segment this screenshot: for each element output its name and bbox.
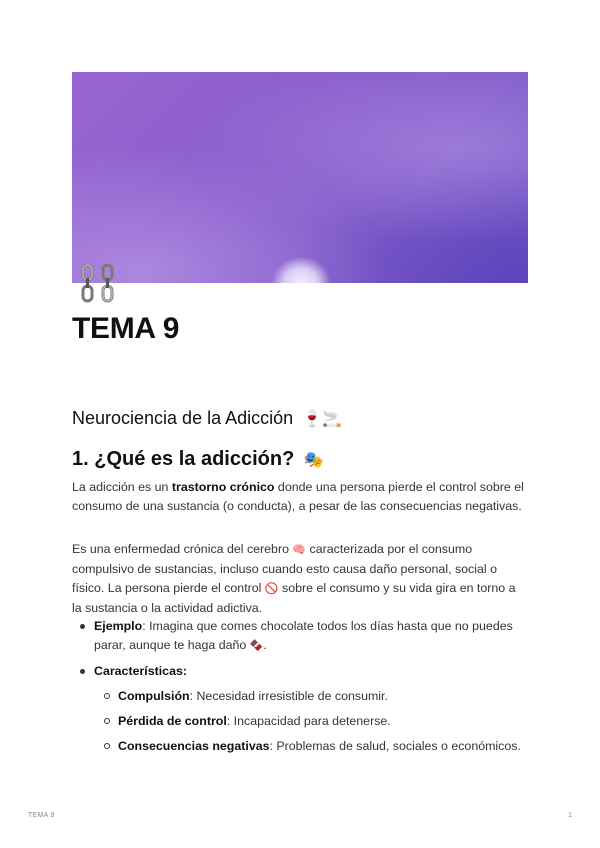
- chocolate-emoji: 🍫: [249, 640, 264, 652]
- list-item-characteristics: [80, 662, 528, 756]
- disease-text-3: sobre el consumo y su vida gira en torno a la sustancia o la actividad adictiva.: [72, 581, 516, 615]
- loss-of-control-text: : Incapacidad para detenerse.: [226, 714, 391, 728]
- question-heading: [72, 448, 324, 471]
- loss-of-control-label: Pérdida de control: [118, 714, 227, 728]
- cover-image: [72, 72, 528, 283]
- definition-text-before: La adicción es un: [72, 480, 172, 494]
- list-item-compulsion: [104, 687, 528, 706]
- negative-consequences-text: : Problemas de salud, sociales o económicos.: [269, 739, 521, 753]
- chain-icon: [77, 262, 121, 306]
- section-heading-text: Neurociencia de la Adicción: [72, 408, 294, 428]
- disease-text-1: Es una enfermedad crónica del cerebro: [72, 542, 293, 556]
- section-heading: [72, 408, 342, 429]
- definition-bold: trastorno crónico: [171, 480, 275, 494]
- bullet-list: [80, 617, 528, 762]
- mask-emoji: 🎭: [303, 451, 324, 469]
- characteristics-colon: :: [182, 664, 187, 678]
- page-number: 1: [568, 812, 572, 819]
- wine-cigarette-emoji: 🍷🚬: [302, 411, 342, 429]
- page-title: TEMA 9: [72, 312, 180, 345]
- disease-text-2: caracterizada por el consumo compulsivo de sustancias, incluso cuando esto causa daño personal, social o físico. La persona pierde el control: [72, 542, 497, 595]
- list-item-example: [80, 617, 528, 656]
- compulsion-label: Compulsión: [118, 689, 190, 703]
- characteristics-label: Características: [94, 664, 183, 678]
- definition-paragraph: [72, 478, 528, 516]
- disease-paragraph: [72, 540, 528, 618]
- prohibited-emoji: 🚫: [264, 583, 279, 595]
- compulsion-text: : Necesidad irresistible de consumir.: [189, 689, 388, 703]
- list-item-loss-of-control: [104, 712, 528, 731]
- example-label: Ejemplo: [94, 619, 143, 633]
- footer-title: TEMA 9: [28, 812, 55, 819]
- example-text: : Imagina que comes chocolate todos los días hasta que no puedes parar, aunque te haga daño: [94, 619, 513, 652]
- characteristics-sublist: [94, 687, 528, 756]
- negative-consequences-label: Consecuencias negativas: [118, 739, 270, 753]
- question-heading-text: 1. ¿Qué es la adicción?: [72, 448, 295, 470]
- example-end: .: [263, 638, 267, 652]
- definition-text-after: donde una persona pierde el control sobre el consumo de una sustancia (o conducta), a pesar de las consecuencias negativas.: [72, 480, 524, 513]
- cover-ornament: [272, 257, 330, 283]
- brain-emoji: 🧠: [292, 544, 307, 556]
- list-item-negative-consequences: [104, 737, 528, 756]
